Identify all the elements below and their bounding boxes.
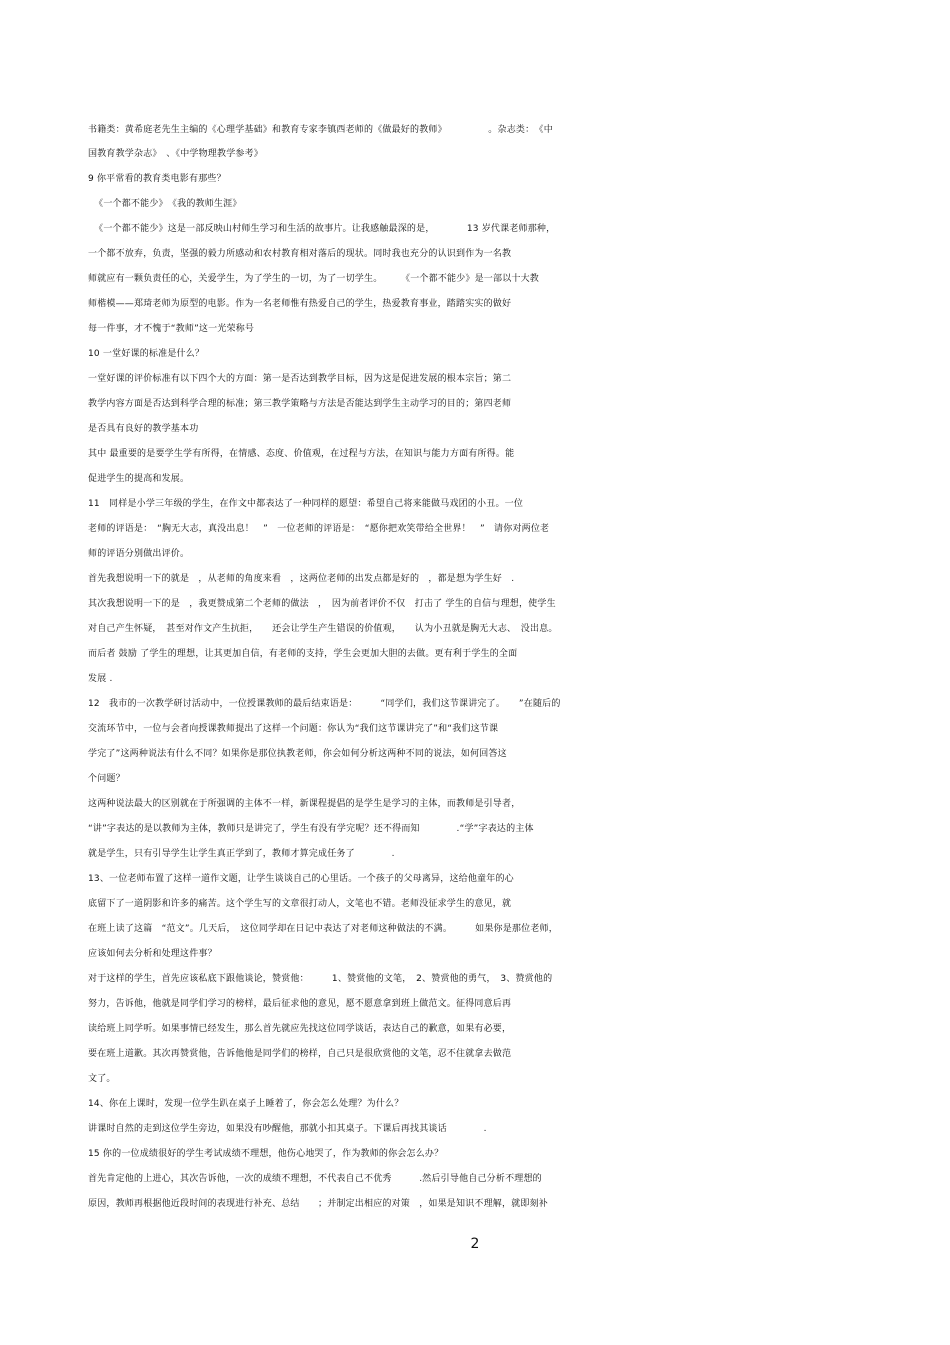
text-line: 原因，教师再根据他近段时间的表现进行补充、总结 ；并制定出相应的对策 ，如果是知识不理解，就即刻补: [88, 1199, 549, 1209]
text-line: 一个都不放弃，负责，坚强的毅力所感动和农村教育相对落后的现状。同时我也充分的认识到作为一名教: [88, 249, 512, 259]
text-line: “讲”字表达的是以教师为主体，教师只是讲完了，学生有没有学完呢？还不得而知 .“学”字表达的主体: [88, 824, 534, 834]
text-line: 国教育教学杂志》 、《中学物理教学参考》: [88, 149, 264, 159]
text-line: 文了。: [88, 1074, 116, 1084]
text-line: 首先我想说明一下的就是 ，从老师的角度来看 ，这两位老师的出发点都是好的 ，都是想为学生好 .: [88, 574, 515, 584]
text-line: 《一个都不能少》 《我的教师生涯》: [88, 199, 242, 209]
text-line: 学完了”这两种说法有什么不同？如果你是那位执教老师，你会如何分析这两种不同的说法，如何回答这: [88, 749, 507, 759]
text-line: 师就应有一颗负责任的心，关爱学生，为了学生的一切，为了一切学生。 《一个都不能少》是一部以十大教: [88, 274, 540, 284]
text-line: 在班上读了这篇 “范文”。几天后， 这位同学却在日记中表达了对老师这种做法的不满。 如果你是那位老师，: [88, 924, 558, 934]
text-line: 发展 .: [88, 674, 113, 684]
text-line: 努力，告诉他，他就是同学们学习的榜样，最后征求他的意见，愿不愿意拿到班上做范文。征得同意后再: [88, 999, 512, 1009]
text-line: 首先肯定他的上进心，其次告诉他，一次的成绩不理想，不代表自己不优秀 .然后引导他自己分析不理想的: [88, 1174, 542, 1184]
text-line: 教学内容方面是否达到科学合理的标准；第三教学策略与方法是否能达到学生主动学习的目的；第四老师: [88, 399, 512, 409]
text-line: 一堂好课的评价标准有以下四个大的方面：第一是否达到教学目标，因为这是促进发展的根本宗旨；第二: [88, 374, 512, 384]
text-line: 交流环节中，一位与会者向授课教师提出了这样一个问题：你认为“我们这节课讲完了”和“我们这节课: [88, 724, 499, 734]
question-heading: 14、你在上课时，发现一位学生趴在桌子上睡着了，你会怎么处理？为什么？: [88, 1099, 404, 1109]
text-line: 对于这样的学生，首先应该私底下跟他谈论，赞赏他： 1、赞赏他的文笔， 2、赞赏他的勇气， 3、赞赏他的: [88, 974, 553, 984]
text-line: 《一个都不能少》这是一部反映山村师生学习和生活的故事片。让我感触最深的是， 13 岁代课老师那种，: [88, 224, 556, 234]
text-line: 底留下了一道阴影和许多的痛苦。这个学生写的文章很打动人，文笔也不错。老师没征求学生的意见，就: [88, 899, 512, 909]
page-number: 2: [470, 1236, 480, 1252]
text-line: 而后者 鼓励 了学生的理想，让其更加自信，有老师的支持，学生会更加大胆的去做。更有利于学生的全面: [88, 649, 518, 659]
text-line: 书籍类：黄希庭老先生主编的《心理学基础》和教育专家李镇西老师的《做最好的教师》 。杂志类： 《中: [88, 125, 553, 135]
text-line: 促进学生的提高和发展。: [88, 474, 190, 484]
text-line: 个问题？: [88, 774, 125, 784]
text-line: 对自己产生怀疑， 甚至对作文产生抗拒， 还会让学生产生错误的价值观， 认为小丑就是胸无大志、 没出息。: [88, 624, 558, 634]
text-line: 要在班上道歉。其次再赞赏他，告诉他他是同学们的榜样，自己只是很欣赏他的文笔，忍不住就拿去做范: [88, 1049, 512, 1059]
text-line: 其次我想说明一下的是 ，我更赞成第二个老师的做法 ， 因为前者评价不仅 打击了 学生的自信与理想，使学生: [88, 599, 556, 609]
text-line: 应该如何去分析和处理这件事？: [88, 949, 217, 959]
text-line: 就是学生，只有引导学生让学生真正学到了，教师才算完成任务了 .: [88, 849, 395, 859]
text-line: 是否具有良好的教学基本功: [88, 424, 199, 434]
text-line: 读给班上同学听。如果事情已经发生，那么首先就应先找这位同学谈话，表达自己的歉意，如果有必要，: [88, 1024, 512, 1034]
text-line: 师的评语分别做出评价。: [88, 549, 190, 559]
text-line: 每一件事，才不愧于“教师”这一光荣称号: [88, 324, 255, 334]
question-heading: 10 一堂好课的标准是什么？: [88, 349, 205, 359]
question-heading: 12 我市的一次教学研讨活动中，一位授课教师的最后结束语是： “同学们，我们这节课讲完了。 ”在随后的: [88, 699, 561, 709]
text-line: 老师的评语是： “胸无大志，真没出息！ ” 一位老师的评语是： “愿你把欢笑带给全世界！ ” 请你对两位老: [88, 524, 550, 534]
question-heading: 15 你的一位成绩很好的学生考试成绩不理想，他伤心地哭了，作为教师的你会怎么办？: [88, 1149, 444, 1159]
question-heading: 11 同样是小学三年级的学生，在作文中都表达了一种同样的愿望：希望自己将来能做马戏团的小丑。一位: [88, 499, 524, 509]
text-line: 讲课时自然的走到这位学生旁边，如果没有吵醒他，那就小扣其桌子。下课后再找其谈话 .: [88, 1124, 487, 1134]
text-line: 师楷模——郑琦老师为原型的电影。作为一名老师惟有热爱自己的学生，热爱教育事业，踏踏实实的做好: [88, 299, 512, 309]
question-heading: 13、一位老师布置了这样一道作文题，让学生谈谈自己的心里话。一个孩子的父母离异，这给他童年的心: [88, 874, 514, 884]
text-line: 其中 最重要的是要学生学有所得，在情感、态度、价值观，在过程与方法，在知识与能力方面有所得。能: [88, 449, 515, 459]
question-heading: 9 你平常看的教育类电影有那些？: [88, 174, 226, 184]
text-line: 这两种说法最大的区别就在于所强调的主体不一样，新课程提倡的是学生是学习的主体，而教师是引导者，: [88, 799, 521, 809]
